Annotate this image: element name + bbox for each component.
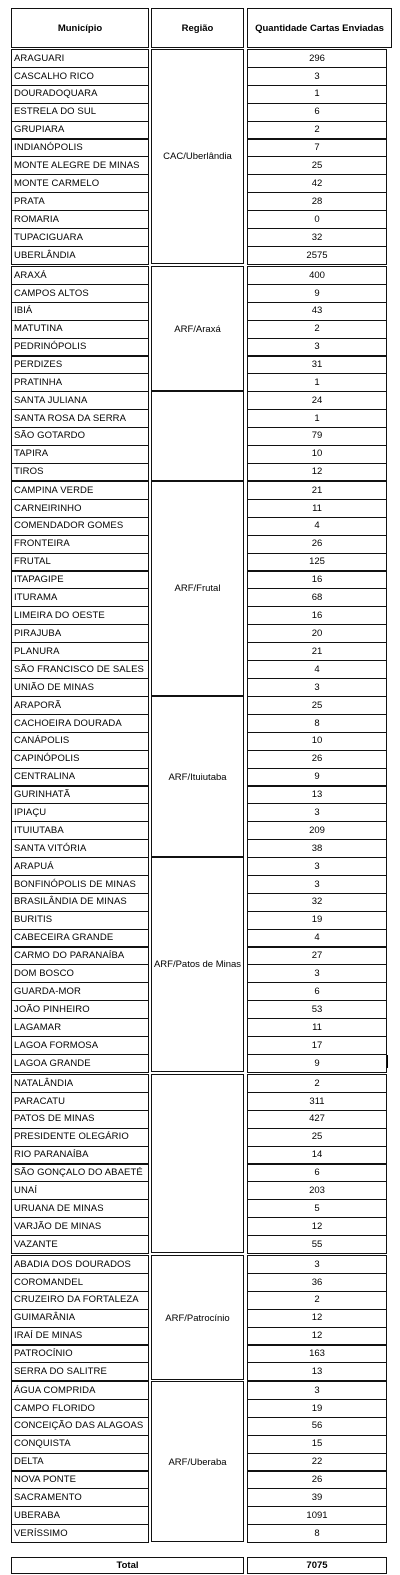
- quantidade-cell: 12: [247, 1327, 387, 1346]
- region-cell: [151, 266, 244, 391]
- municipio-cell: CENTRALINA: [11, 768, 149, 787]
- municipio-cell: ARAXÁ: [11, 266, 149, 285]
- quantidade-cell: 3: [247, 875, 387, 894]
- municipio-cell: ROMARIA: [11, 210, 149, 229]
- municipio-cell: ARAPORÃ: [11, 696, 149, 715]
- municipio-cell: PERDIZES: [11, 356, 149, 375]
- quantidade-cell: 1: [247, 373, 387, 392]
- municipio-cell: PRATA: [11, 192, 149, 211]
- municipio-cell: MONTE CARMELO: [11, 174, 149, 193]
- municipio-cell: INDIANÓPOLIS: [11, 139, 149, 158]
- header-municipio: Município: [11, 8, 149, 48]
- municipio-cell: PRATINHA: [11, 373, 149, 392]
- region-cell: [151, 481, 244, 696]
- quantidade-cell: 7: [247, 139, 387, 158]
- quantidade-cell: 11: [247, 499, 387, 518]
- region-cell: [151, 696, 244, 857]
- municipio-cell: ARAGUARI: [11, 49, 149, 68]
- municipio-cell: FRUTAL: [11, 553, 149, 572]
- municipio-cell: CARNEIRINHO: [11, 499, 149, 518]
- quantidade-cell: 400: [247, 266, 387, 285]
- region-cell: [151, 391, 244, 481]
- municipio-cell: ESTRELA DO SUL: [11, 103, 149, 122]
- municipio-cell: CONQUISTA: [11, 1435, 149, 1454]
- quantidade-cell: 10: [247, 445, 387, 464]
- municipio-cell: ABADIA DOS DOURADOS: [11, 1255, 149, 1274]
- header-regiao: Região: [151, 8, 244, 48]
- municipio-cell: BRASILÂNDIA DE MINAS: [11, 893, 149, 912]
- quantidade-cell: 22: [247, 1453, 387, 1472]
- quantidade-cell: 3: [247, 338, 387, 357]
- quantidade-cell: 311: [247, 1092, 387, 1111]
- quantidade-cell: 296: [247, 49, 387, 68]
- municipio-cell: ITURAMA: [11, 588, 149, 607]
- municipio-cell: PRESIDENTE OLEGÁRIO: [11, 1128, 149, 1147]
- quantidade-cell: 6: [247, 1164, 387, 1183]
- municipio-cell: CASCALHO RICO: [11, 67, 149, 86]
- region-cell: [151, 1381, 244, 1542]
- region-label: ARF/Patrocínio: [165, 1312, 230, 1324]
- region-label: ARF/Uberaba: [168, 1456, 227, 1468]
- quantidade-cell: 3: [247, 857, 387, 876]
- municipio-cell: FRONTEIRA: [11, 535, 149, 554]
- quantidade-cell: 9: [247, 768, 387, 787]
- quantidade-cell: 43: [247, 302, 387, 321]
- region-cell: [151, 49, 244, 264]
- municipio-cell: BURITIS: [11, 911, 149, 930]
- municipio-cell: UNIÃO DE MINAS: [11, 678, 149, 697]
- quantidade-cell: 6: [247, 103, 387, 122]
- municipio-cell: CAMPOS ALTOS: [11, 284, 149, 303]
- municipio-cell: SÃO GOTARDO: [11, 427, 149, 446]
- municipio-cell: PEDRINÓPOLIS: [11, 338, 149, 357]
- municipio-cell: GURINHATÃ: [11, 786, 149, 805]
- municipio-cell: IRAÍ DE MINAS: [11, 1327, 149, 1346]
- quantidade-cell: 32: [247, 893, 387, 912]
- quantidade-cell: 4: [247, 660, 387, 679]
- municipio-cell: VARJÃO DE MINAS: [11, 1217, 149, 1236]
- municipio-cell: CONCEIÇÃO DAS ALAGOAS: [11, 1417, 149, 1436]
- quantidade-cell: 79: [247, 427, 387, 446]
- quantidade-cell: 3: [247, 803, 387, 822]
- municipio-cell: DOM BOSCO: [11, 964, 149, 983]
- municipio-cell: DELTA: [11, 1453, 149, 1472]
- region-label: ARF/Frutal: [174, 583, 221, 595]
- quantidade-cell: 16: [247, 571, 387, 590]
- quantidade-cell: 163: [247, 1345, 387, 1364]
- quantidade-cell: 13: [247, 1362, 387, 1381]
- quantidade-cell: 38: [247, 839, 387, 858]
- quantidade-cell: 24: [247, 391, 387, 410]
- quantidade-cell: 25: [247, 156, 387, 175]
- municipio-cell: SANTA ROSA DA SERRA: [11, 409, 149, 428]
- quantidade-cell: 20: [247, 624, 387, 643]
- municipio-cell: GRUPIARA: [11, 121, 149, 140]
- total-label: Total: [11, 1557, 244, 1574]
- quantidade-cell: 2575: [247, 246, 387, 265]
- quantidade-cell: 2: [247, 1291, 387, 1310]
- quantidade-cell: 21: [247, 642, 387, 661]
- municipio-cell: SÃO FRANCISCO DE SALES: [11, 660, 149, 679]
- municipio-cell: CACHOEIRA DOURADA: [11, 714, 149, 733]
- municipio-cell: VERÍSSIMO: [11, 1524, 149, 1543]
- text-cursor: [387, 1055, 388, 1068]
- quantidade-cell: 31: [247, 356, 387, 375]
- quantidade-cell: 4: [247, 517, 387, 536]
- quantidade-cell: 203: [247, 1181, 387, 1200]
- municipio-cell: SANTA VITÓRIA: [11, 839, 149, 858]
- municipio-cell: DOURADOQUARA: [11, 85, 149, 104]
- municipio-cell: SÃO GONÇALO DO ABAETÉ: [11, 1164, 149, 1183]
- municipio-cell: UNAÍ: [11, 1181, 149, 1200]
- municipio-cell: TUPACIGUARA: [11, 228, 149, 247]
- municipio-cell: CANÁPOLIS: [11, 732, 149, 751]
- municipio-cell: COMENDADOR GOMES: [11, 517, 149, 536]
- quantidade-cell: 19: [247, 911, 387, 930]
- municipio-cell: ITUIUTABA: [11, 821, 149, 840]
- municipio-cell: PARACATU: [11, 1092, 149, 1111]
- quantidade-cell: 36: [247, 1273, 387, 1292]
- total-value: 7075: [247, 1557, 387, 1574]
- municipio-cell: BONFINÓPOLIS DE MINAS: [11, 875, 149, 894]
- region-label: ARF/Patos de Minas: [153, 959, 242, 971]
- quantidade-cell: 26: [247, 535, 387, 554]
- municipio-cell: ITAPAGIPE: [11, 571, 149, 590]
- municipio-cell: RIO PARANAÍBA: [11, 1146, 149, 1165]
- quantidade-cell: 11: [247, 1018, 387, 1037]
- quantidade-cell: 12: [247, 1309, 387, 1328]
- quantidade-cell: 4: [247, 929, 387, 948]
- municipio-cell: MONTE ALEGRE DE MINAS: [11, 156, 149, 175]
- quantidade-cell: 5: [247, 1199, 387, 1218]
- quantidade-cell: 1091: [247, 1506, 387, 1525]
- quantidade-cell: 27: [247, 947, 387, 966]
- municipio-cell: CAMPINA VERDE: [11, 481, 149, 500]
- quantidade-cell: 12: [247, 1217, 387, 1236]
- quantidade-cell: 3: [247, 964, 387, 983]
- quantidade-cell: 209: [247, 821, 387, 840]
- quantidade-cell: 15: [247, 1435, 387, 1454]
- quantidade-cell: 26: [247, 750, 387, 769]
- municipio-cell: SACRAMENTO: [11, 1488, 149, 1507]
- municipio-cell: UBERLÂNDIA: [11, 246, 149, 265]
- municipio-cell: LIMEIRA DO OESTE: [11, 606, 149, 625]
- quantidade-cell: 1: [247, 409, 387, 428]
- region-cell: [151, 857, 244, 1072]
- quantidade-cell: 3: [247, 1255, 387, 1274]
- quantidade-cell: 19: [247, 1399, 387, 1418]
- quantidade-cell: 14: [247, 1146, 387, 1165]
- municipio-cell: ARAPUÁ: [11, 857, 149, 876]
- quantidade-cell: 427: [247, 1110, 387, 1129]
- municipio-cell: PATOS DE MINAS: [11, 1110, 149, 1129]
- quantidade-cell: 3: [247, 1381, 387, 1400]
- quantidade-cell: 53: [247, 1000, 387, 1019]
- municipio-cell: CRUZEIRO DA FORTALEZA: [11, 1291, 149, 1310]
- municipio-cell: IPIAÇU: [11, 803, 149, 822]
- municipio-cell: PLANURA: [11, 642, 149, 661]
- municipio-cell: VAZANTE: [11, 1235, 149, 1254]
- quantidade-cell: 9: [247, 284, 387, 303]
- quantidade-cell: 42: [247, 174, 387, 193]
- quantidade-cell: 68: [247, 588, 387, 607]
- quantidade-cell: 56: [247, 1417, 387, 1436]
- quantidade-cell: 2: [247, 320, 387, 339]
- municipio-cell: JOÃO PINHEIRO: [11, 1000, 149, 1019]
- quantidade-cell: 1: [247, 85, 387, 104]
- header-quantidade: Quantidade Cartas Enviadas: [247, 8, 392, 48]
- municipio-cell: MATUTINA: [11, 320, 149, 339]
- quantidade-cell: 13: [247, 786, 387, 805]
- quantidade-cell: 125: [247, 553, 387, 572]
- municipio-cell: IBIÁ: [11, 302, 149, 321]
- quantidade-cell: 28: [247, 192, 387, 211]
- municipio-cell: NOVA PONTE: [11, 1471, 149, 1490]
- municipio-cell: UBERABA: [11, 1506, 149, 1525]
- region-label: ARF/Araxá: [174, 323, 221, 335]
- municipio-cell: LAGOA GRANDE: [11, 1054, 149, 1073]
- quantidade-cell: 8: [247, 1524, 387, 1543]
- municipio-cell: GUARDA-MOR: [11, 982, 149, 1001]
- municipio-cell: NATALÂNDIA: [11, 1074, 149, 1093]
- quantidade-cell: 25: [247, 1128, 387, 1147]
- quantidade-cell: 2: [247, 1074, 387, 1093]
- quantidade-cell: 12: [247, 463, 387, 482]
- municipio-cell: COROMANDEL: [11, 1273, 149, 1292]
- quantidade-cell: 32: [247, 228, 387, 247]
- municipio-cell: TAPIRA: [11, 445, 149, 464]
- municipio-cell: URUANA DE MINAS: [11, 1199, 149, 1218]
- quantidade-cell: 39: [247, 1488, 387, 1507]
- municipio-cell: CAPINÓPOLIS: [11, 750, 149, 769]
- municipio-cell: LAGOA FORMOSA: [11, 1036, 149, 1055]
- municipio-cell: CAMPO FLORIDO: [11, 1399, 149, 1418]
- quantidade-cell: 25: [247, 696, 387, 715]
- quantidade-cell: 2: [247, 121, 387, 140]
- quantidade-cell: 10: [247, 732, 387, 751]
- municipio-cell: SANTA JULIANA: [11, 391, 149, 410]
- quantidade-cell: 21: [247, 481, 387, 500]
- municipio-cell: SERRA DO SALITRE: [11, 1362, 149, 1381]
- municipio-cell: GUIMARÂNIA: [11, 1309, 149, 1328]
- region-label: CAC/Uberlândia: [163, 151, 232, 163]
- region-cell: [151, 1255, 244, 1380]
- quantidade-cell: 55: [247, 1235, 387, 1254]
- quantidade-cell: 6: [247, 982, 387, 1001]
- quantidade-cell: 3: [247, 678, 387, 697]
- municipio-cell: LAGAMAR: [11, 1018, 149, 1037]
- municipio-cell: TIROS: [11, 463, 149, 482]
- municipio-cell: PATROCÍNIO: [11, 1345, 149, 1364]
- quantidade-cell: 16: [247, 606, 387, 625]
- quantidade-cell: 8: [247, 714, 387, 733]
- municipio-cell: CABECEIRA GRANDE: [11, 929, 149, 948]
- quantidade-cell: 26: [247, 1471, 387, 1490]
- region-label: ARF/Ituiutaba: [168, 771, 227, 783]
- quantidade-cell: 9: [247, 1054, 387, 1073]
- quantidade-cell: 17: [247, 1036, 387, 1055]
- region-cell: [151, 1074, 244, 1253]
- municipio-cell: CARMO DO PARANAÍBA: [11, 947, 149, 966]
- quantidade-cell: 3: [247, 67, 387, 86]
- quantidade-cell: 0: [247, 210, 387, 229]
- municipio-cell: ÁGUA COMPRIDA: [11, 1381, 149, 1400]
- municipio-cell: PIRAJUBA: [11, 624, 149, 643]
